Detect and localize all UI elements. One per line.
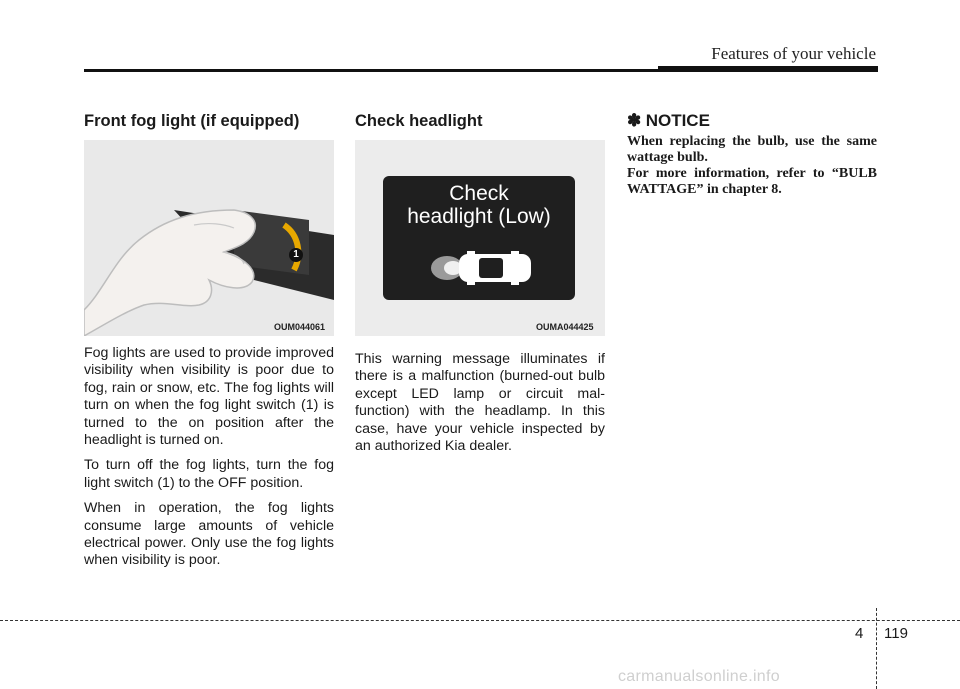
car-headlight-icon [429, 240, 539, 290]
notice-line: When replacing the bulb, use the same wattage bulb. [627, 134, 877, 165]
chapter-number: 4 [855, 625, 864, 642]
notice-header [627, 111, 710, 131]
footer-rule [0, 620, 960, 621]
paragraph: This warning message illuminates if there is a malfunction (burned-out bulb except LED lamp or circuit mal-function) with the headlamp. In this case, have your vehicle inspected by an authorized Kia dealer. [355, 351, 605, 455]
notice-icon: ✽ [627, 111, 642, 130]
paragraph: When in operation, the fog lights consume large amounts of vehicle electrical power. Only use the fog lights when visibility is poor. [84, 500, 334, 569]
figure-code-1: OUM044061 [274, 322, 326, 332]
section-title: Features of your vehicle [711, 44, 876, 63]
notice-line: For more information, refer to “BULB WATTAGE” in chapter 8. [627, 166, 877, 197]
paragraph: To turn off the fog lights, turn the fog light switch (1) to the OFF position. [84, 457, 334, 491]
header-rule-accent [658, 66, 878, 72]
footer-divider [876, 608, 877, 689]
paragraph: Fog lights are used to provide improved visibility when visibility is poor due to fog, rain or snow, etc. The fog lights will turn on when the fog light switch (1) is turned to the on position after the headlight is turned on. [84, 345, 334, 449]
check-headlight-heading: Check headlight [355, 112, 483, 130]
page-number: 119 [884, 625, 908, 642]
callout-marker-1: 1 [289, 248, 303, 262]
stalk-hand-illustration [84, 140, 334, 336]
check-headlight-body [355, 351, 605, 463]
figure-code-2: OUMA044425 [536, 322, 594, 332]
watermark: carmanualsonline.info [618, 668, 780, 685]
display-line-1: Check [449, 182, 509, 205]
check-headlight-figure [355, 140, 605, 336]
fog-light-heading: Front fog light (if equipped) [84, 112, 300, 130]
notice-title: NOTICE [645, 111, 710, 130]
cluster-display [383, 176, 575, 300]
fog-light-body [84, 345, 334, 578]
fog-light-figure [84, 140, 334, 336]
notice-body [627, 134, 877, 198]
display-line-2: headlight (Low) [407, 205, 551, 228]
